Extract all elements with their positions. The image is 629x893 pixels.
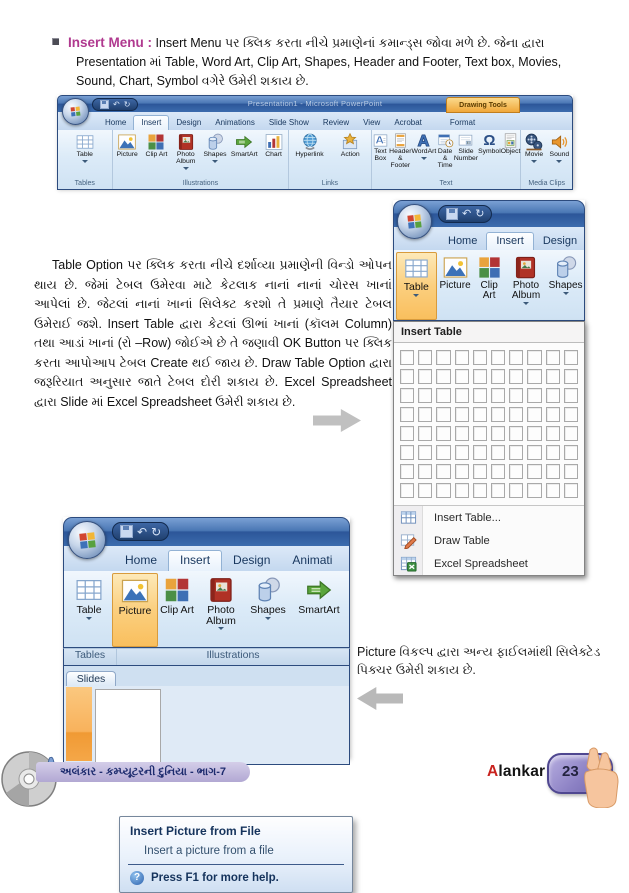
- table-grid-cell[interactable]: [491, 350, 505, 365]
- table-grid-cell[interactable]: [564, 407, 578, 422]
- tab-slide-show[interactable]: Slide Show: [268, 118, 309, 127]
- table-grid-cell[interactable]: [509, 369, 523, 384]
- slide-number-icon: [457, 132, 474, 149]
- table-grid-cell[interactable]: [436, 483, 450, 498]
- table-grid-cell[interactable]: [564, 369, 578, 384]
- table-grid-cell[interactable]: [473, 483, 487, 498]
- object-button[interactable]: Object: [501, 130, 521, 178]
- smartart-button[interactable]: SmartArt: [290, 573, 348, 647]
- table-grid-cell[interactable]: [564, 464, 578, 479]
- tab-home[interactable]: Home: [448, 235, 478, 247]
- draw-table-menu-icon: [394, 529, 423, 552]
- group-tables: [58, 130, 113, 189]
- table-icon: [74, 575, 104, 605]
- tab-format[interactable]: Format: [449, 118, 476, 127]
- ribbon-tabs: [63, 546, 350, 571]
- redo-icon[interactable]: ↻: [123, 99, 131, 109]
- slide-number-button[interactable]: Slide Number: [454, 130, 478, 178]
- shapes-button[interactable]: Shapes: [200, 130, 229, 178]
- group-label-text: Text: [439, 180, 453, 187]
- table-grid-cell[interactable]: [418, 388, 432, 403]
- tab-animations[interactable]: Animations: [215, 118, 255, 127]
- undo-icon[interactable]: ↶: [462, 207, 472, 220]
- table-grid-cell[interactable]: [418, 350, 432, 365]
- redo-icon[interactable]: ↻: [151, 524, 162, 539]
- movie-button[interactable]: Movie: [521, 130, 546, 178]
- powerpoint-insert-ribbon-screenshot: [57, 95, 573, 188]
- book-series-title: અલંકાર - કમ્પ્યૂટરની દુનિયા - ભાગ-7: [36, 762, 250, 782]
- table-grid-cell[interactable]: [527, 445, 541, 460]
- group-media-clips: [521, 130, 572, 189]
- table-icon: [403, 255, 430, 282]
- table-grid-cell[interactable]: [546, 388, 560, 403]
- table-grid-cell[interactable]: [509, 426, 523, 441]
- table-grid-cell[interactable]: [546, 369, 560, 384]
- tab-home[interactable]: Home: [125, 553, 158, 567]
- table-grid-cell[interactable]: [436, 426, 450, 441]
- header-footer-icon: [392, 132, 409, 149]
- table-grid-cell[interactable]: [400, 445, 414, 460]
- table-grid-cell[interactable]: [527, 388, 541, 403]
- slides-strip: [64, 666, 349, 686]
- clip-art-icon: [146, 132, 166, 152]
- table-grid-cell[interactable]: [436, 388, 450, 403]
- action-icon: [340, 132, 360, 152]
- table-grid-cell[interactable]: [564, 445, 578, 460]
- table-grid-cell[interactable]: [564, 483, 578, 498]
- tab-design[interactable]: Design: [233, 553, 271, 567]
- table-grid-cell[interactable]: [455, 483, 469, 498]
- symbol-button[interactable]: Ω Symbol: [478, 132, 501, 155]
- dropdown-menu: [394, 505, 584, 575]
- save-icon[interactable]: [446, 208, 458, 220]
- table-grid-cell[interactable]: [400, 464, 414, 479]
- shapes-button[interactable]: Shapes: [246, 573, 290, 647]
- office-button[interactable]: [62, 98, 89, 125]
- group-label-links: Links: [321, 180, 339, 187]
- page-number: 23: [562, 763, 579, 780]
- slide-thumbnail-strip[interactable]: [66, 687, 92, 761]
- table-grid-cell[interactable]: [546, 350, 560, 365]
- table-grid-cell[interactable]: [436, 407, 450, 422]
- insert-table-menu-icon: [394, 506, 423, 529]
- table-grid-cell[interactable]: [564, 426, 578, 441]
- table-grid-cell[interactable]: [418, 407, 432, 422]
- group-illustrations: [113, 130, 290, 189]
- table-grid-cell[interactable]: [491, 388, 505, 403]
- tab-insert[interactable]: Insert: [133, 115, 169, 130]
- table-grid-cell[interactable]: [527, 426, 541, 441]
- intro-body-text: Insert Menu પર ક્લિક કરતા નીચે પ્રમાણેનાં કમાન્ડ્સ જોવા મળે છે. જેના દ્વારા Presentation માં Table, Word Art, Clip Art, Shapes, Header and Footer, Text box, Movies, Sound, Chart, Symbol વગેરે ઉમેરી શકાય છે.: [76, 36, 562, 88]
- ribbon-body: [63, 571, 350, 648]
- table-grid-cell[interactable]: [418, 369, 432, 384]
- picture-icon: [120, 576, 150, 606]
- photo-album-button[interactable]: Photo Album: [505, 252, 547, 320]
- clip-art-button[interactable]: Clip Art: [474, 252, 505, 320]
- object-icon: [502, 132, 519, 149]
- table-grid-cell[interactable]: [564, 350, 578, 365]
- group-text: [372, 130, 522, 189]
- tab-design[interactable]: Design: [176, 118, 202, 127]
- table-grid-cell[interactable]: [400, 483, 414, 498]
- window-title: Presentation1 - Microsoft PowerPoint: [247, 99, 383, 108]
- table-grid-cell[interactable]: [527, 483, 541, 498]
- table-grid-cell[interactable]: [418, 464, 432, 479]
- table-grid-cell[interactable]: [527, 464, 541, 479]
- ribbon-tabs: [57, 112, 573, 130]
- table-option-paragraph: Table Option પર ક્લિક કરતા નીચે દર્શાવ્યા પ્રમાણેની વિન્ડો ઓપન થાય છે. જેમાં ટેબલ ઉમેરવા માટે કેટલાક નાનાં નાનાં ચોરસ ખાનાં આપેલાં છે. જેટલાં નાનાં ખાનાં સિલેક્ટ કરશો તે પ્રમાણે તૈયાર ટેબલ ઉમેરાઈ જશે. Insert Table દ્વારા કેટલાં ઊભાં ખાનાં (કૉલમ Column) તથા આડાં ખાનાં (રો –Row) જોઈએ છે તે જણાવી OK Button પર ક્લિક કરતા આપોઆપ ટેબલ Create થઈ જાય છે. Draw Table Option દ્વારા જરૂરિયાત અનુસાર જાતે ટેબલ દોરી શકાય છે. Excel Spreadsheet દ્વારા Slide માં Excel Spreadsheet ઉમેરી શકાય છે.: [34, 258, 392, 409]
- slides-tab[interactable]: Slides: [66, 671, 116, 686]
- shapes-icon: [253, 575, 283, 605]
- table-grid-cell[interactable]: [527, 369, 541, 384]
- table-grid-cell[interactable]: [546, 464, 560, 479]
- chart-icon: [264, 132, 284, 152]
- table-grid-cell[interactable]: [455, 369, 469, 384]
- movie-icon: [524, 132, 544, 152]
- table-grid-cell[interactable]: [491, 445, 505, 460]
- header-footer-button[interactable]: Header & Footer: [389, 130, 411, 178]
- table-grid-cell[interactable]: [473, 445, 487, 460]
- picture-tooltip: [119, 816, 353, 893]
- group-labels-row: [63, 648, 350, 666]
- sound-icon: [549, 132, 569, 152]
- table-button[interactable]: Table: [396, 252, 437, 320]
- office-button[interactable]: [68, 521, 106, 559]
- left-arrow-pointer: [357, 687, 403, 710]
- smartart-button[interactable]: SmartArt: [230, 130, 259, 178]
- insert-table-dropdown: [393, 321, 585, 576]
- group-label-tables: Tables: [74, 180, 95, 187]
- date-time-button[interactable]: Date & Time: [436, 130, 454, 178]
- table-grid-cell[interactable]: [473, 407, 487, 422]
- menu-item-excel-spreadsheet[interactable]: Excel Spreadsheet: [394, 552, 584, 575]
- tab-insert[interactable]: Insert: [486, 232, 534, 250]
- group-label-illustrations: Illustrations: [206, 649, 260, 661]
- table-grid-cell[interactable]: [436, 350, 450, 365]
- table-grid-cell[interactable]: [436, 369, 450, 384]
- group-label-tables: Tables: [64, 649, 117, 665]
- symbol-icon: Ω: [483, 132, 496, 149]
- smartart-icon: [234, 132, 254, 152]
- table-grid-cell[interactable]: [564, 388, 578, 403]
- chart-button[interactable]: Chart: [259, 130, 288, 178]
- table-grid-cell[interactable]: [455, 464, 469, 479]
- title-bar: [393, 200, 585, 227]
- table-grid-cell[interactable]: [491, 426, 505, 441]
- drawing-tools-badge: Drawing Tools: [446, 97, 520, 113]
- table-grid-cell[interactable]: [473, 426, 487, 441]
- table-grid-cell[interactable]: [436, 464, 450, 479]
- right-arrow-pointer: [313, 409, 361, 432]
- tab-animations[interactable]: Animati: [292, 553, 333, 567]
- group-label-illustrations: Illustrations: [182, 180, 219, 187]
- tab-home[interactable]: Home: [105, 118, 127, 127]
- menu-item-draw-table[interactable]: Draw Table: [394, 529, 584, 552]
- table-grid-cell[interactable]: [509, 388, 523, 403]
- help-icon: ?: [130, 871, 144, 885]
- table-grid-cell[interactable]: [546, 445, 560, 460]
- table-grid-cell[interactable]: [400, 426, 414, 441]
- ribbon-body: [393, 250, 585, 321]
- tooltip-help-text: Press F1 for more help.: [151, 872, 279, 884]
- photo-album-icon: [206, 575, 236, 605]
- photo-album-icon: [176, 132, 196, 152]
- table-grid-cell[interactable]: [400, 407, 414, 422]
- tab-insert[interactable]: Insert: [168, 550, 222, 571]
- table-grid-cell[interactable]: [509, 407, 523, 422]
- action-button[interactable]: Action: [330, 130, 371, 178]
- table-icon: [75, 132, 95, 152]
- photo-album-icon: [512, 254, 539, 281]
- group-label-media-clips: Media Clips: [528, 180, 565, 187]
- clip-art-button[interactable]: Clip Art: [158, 573, 196, 647]
- publisher-logo: Alankar: [487, 763, 546, 780]
- table-grid-cell[interactable]: [473, 369, 487, 384]
- tooltip-help-row: [120, 865, 352, 892]
- wordart-button[interactable]: WordArt: [411, 130, 436, 178]
- photo-album-button[interactable]: Photo Album: [196, 573, 246, 647]
- slide-editing-area[interactable]: [95, 689, 161, 763]
- date-time-icon: [437, 132, 454, 149]
- table-grid-cell[interactable]: [491, 369, 505, 384]
- photo-album-button[interactable]: Photo Album: [171, 130, 200, 178]
- table-grid-cell[interactable]: [418, 445, 432, 460]
- bullet-icon: [52, 38, 59, 45]
- text-box-icon: [372, 132, 389, 149]
- tooltip-description: Insert a picture from a file: [144, 845, 274, 857]
- picture-icon: [442, 254, 469, 281]
- table-grid-cell[interactable]: [473, 464, 487, 479]
- excel-spreadsheet-menu-icon: [394, 552, 423, 575]
- table-grid-cell[interactable]: [455, 445, 469, 460]
- insert-menu-heading: Insert Menu :: [68, 35, 153, 50]
- picture-option-note: Picture વિકલ્પ દ્વારા અન્ય ફાઈલમાંથી સિલેક્ટેડ પિક્ચર ઉમેરી શકાય છે.: [357, 645, 601, 678]
- table-grid-cell[interactable]: [491, 483, 505, 498]
- tooltip-title: Insert Picture from File: [130, 824, 261, 838]
- table-grid-cell[interactable]: [473, 350, 487, 365]
- office-button[interactable]: [397, 204, 432, 239]
- tab-review[interactable]: Review: [322, 118, 350, 127]
- table-button[interactable]: Table: [66, 573, 112, 647]
- clip-art-icon: [476, 254, 503, 281]
- undo-icon[interactable]: ↶: [113, 99, 120, 109]
- table-grid-cell[interactable]: [455, 426, 469, 441]
- hyperlink-icon: [300, 132, 320, 152]
- shapes-button[interactable]: Shapes: [547, 252, 584, 320]
- wordart-icon: [415, 132, 432, 149]
- table-grid-cell[interactable]: [491, 407, 505, 422]
- table-grid-cell[interactable]: [400, 388, 414, 403]
- text-box-button[interactable]: Text Box: [372, 130, 390, 178]
- picture-button[interactable]: Picture: [112, 573, 158, 647]
- redo-icon[interactable]: ↻: [475, 207, 485, 220]
- dropdown-header: Insert Table: [394, 322, 584, 343]
- quick-access-toolbar[interactable]: [438, 205, 492, 223]
- table-button[interactable]: Table: [75, 130, 95, 178]
- group-links: [289, 130, 371, 189]
- table-grid-cell[interactable]: [509, 350, 523, 365]
- table-grid-cell[interactable]: [546, 407, 560, 422]
- table-grid-cell[interactable]: [418, 483, 432, 498]
- table-grid-cell[interactable]: [509, 483, 523, 498]
- sound-button[interactable]: Sound: [547, 130, 572, 178]
- shapes-icon: [552, 254, 579, 281]
- table-grid-cell[interactable]: [527, 350, 541, 365]
- tab-acrobat[interactable]: Acrobat: [394, 118, 422, 127]
- intro-section: [52, 33, 579, 91]
- clip-art-icon: [162, 575, 192, 605]
- title-bar: [63, 517, 350, 546]
- menu-item-insert-table[interactable]: Insert Table...: [394, 506, 584, 529]
- smartart-icon: [304, 575, 334, 605]
- hyperlink-button[interactable]: Hyperlink: [289, 130, 330, 178]
- table-grid-cell[interactable]: [400, 369, 414, 384]
- tab-design[interactable]: Design: [542, 235, 578, 247]
- picture-icon: [117, 132, 137, 152]
- table-grid-cell[interactable]: [400, 350, 414, 365]
- hand-on-mouse-icon: [580, 746, 622, 808]
- clip-art-button[interactable]: Clip Art: [142, 130, 171, 178]
- insert-table-window-screenshot: [393, 200, 585, 576]
- title-bar: [57, 95, 573, 112]
- picture-button[interactable]: Picture: [113, 130, 142, 178]
- table-grid-cell[interactable]: [455, 350, 469, 365]
- ribbon-body: [57, 130, 573, 190]
- table-grid-cell[interactable]: [509, 445, 523, 460]
- table-grid-cell[interactable]: [473, 388, 487, 403]
- undo-icon[interactable]: ↶: [137, 524, 148, 539]
- table-grid-cell[interactable]: [546, 426, 560, 441]
- table-grid-cell[interactable]: [509, 464, 523, 479]
- table-grid-cell[interactable]: [455, 388, 469, 403]
- table-grid-cell[interactable]: [436, 445, 450, 460]
- table-grid-cell[interactable]: [418, 426, 432, 441]
- table-grid-cell[interactable]: [491, 464, 505, 479]
- save-icon[interactable]: [120, 525, 133, 538]
- picture-button[interactable]: Picture: [437, 252, 474, 320]
- table-grid-cell[interactable]: [546, 483, 560, 498]
- quick-access-toolbar[interactable]: [112, 522, 169, 541]
- insert-table-grid[interactable]: [394, 343, 584, 505]
- table-grid-cell[interactable]: [455, 407, 469, 422]
- table-grid-cell[interactable]: [527, 407, 541, 422]
- shapes-icon: [205, 132, 225, 152]
- tab-view[interactable]: View: [363, 118, 381, 127]
